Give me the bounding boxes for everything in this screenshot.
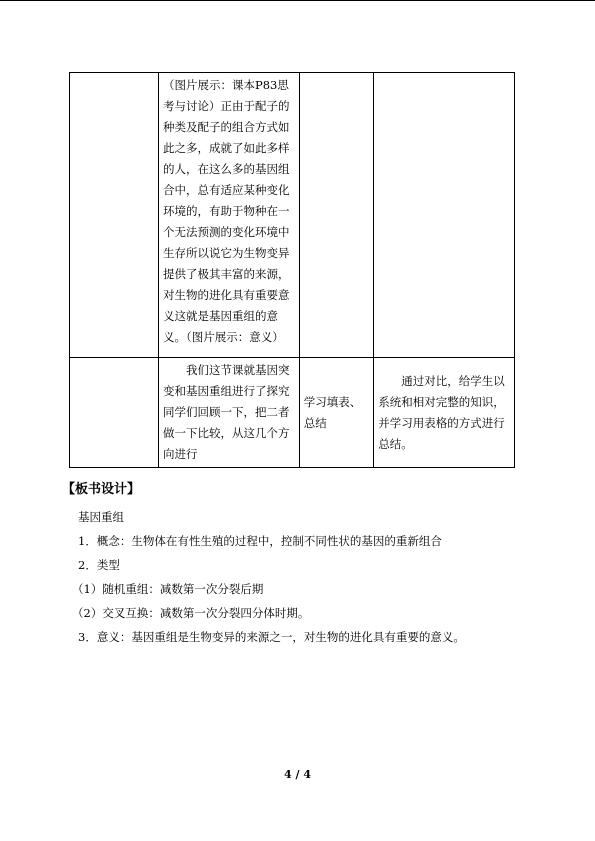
table-cell bbox=[70, 358, 159, 468]
table-cell bbox=[374, 73, 515, 358]
board-line: 1．概念：生物体在有性生殖的过程中，控制不同性状的基因的重新组合 bbox=[78, 534, 442, 548]
table-row bbox=[70, 73, 515, 358]
board-heading: 基因重组 bbox=[78, 510, 124, 524]
section-title: 【板书设计】 bbox=[62, 482, 141, 497]
table-cell bbox=[299, 73, 374, 358]
board-line: 3．意义：基因重组是生物变异的来源之一，对生物的进化具有重要的意义。 bbox=[78, 630, 465, 644]
lesson-plan-table bbox=[69, 72, 515, 468]
page-top-rule bbox=[0, 0, 595, 1]
board-line: （1）随机重组：减数第一次分裂后期 bbox=[72, 582, 264, 596]
table-cell bbox=[70, 73, 159, 358]
page-number: 4 / 4 bbox=[284, 768, 311, 781]
board-line: 2．类型 bbox=[78, 558, 120, 572]
table-cell-teacher-activity: 我们这节课就基因突变和基因重组进行了探究同学们回顾一下，把二者做一下比较，从这几个方向进行 bbox=[159, 358, 300, 468]
table-cell-design-intent: 通过对比，给学生以系统和相对完整的知识，并学习用表格的方式进行总结。 bbox=[374, 358, 515, 468]
table-cell-student-activity: 学习填表、总结 bbox=[299, 358, 374, 468]
table-row bbox=[70, 358, 515, 468]
table-cell-teacher-activity: （图片展示：课本P83思考与讨论）正由于配子的种类及配子的组合方式如此之多，成就了如此多样的人，在这么多的基因组合中，总有适应某种变化环境的，有助于物种在一个无法预测的变化环境中生存所以说它为生物变异提供了极其丰富的来源，对生物的进化具有重要意义这就是基因重组的意义。（图片展示：意义） bbox=[159, 73, 300, 358]
board-design bbox=[72, 505, 465, 649]
board-line: （2）交叉互换：减数第一次分裂四分体时期。 bbox=[72, 606, 310, 620]
